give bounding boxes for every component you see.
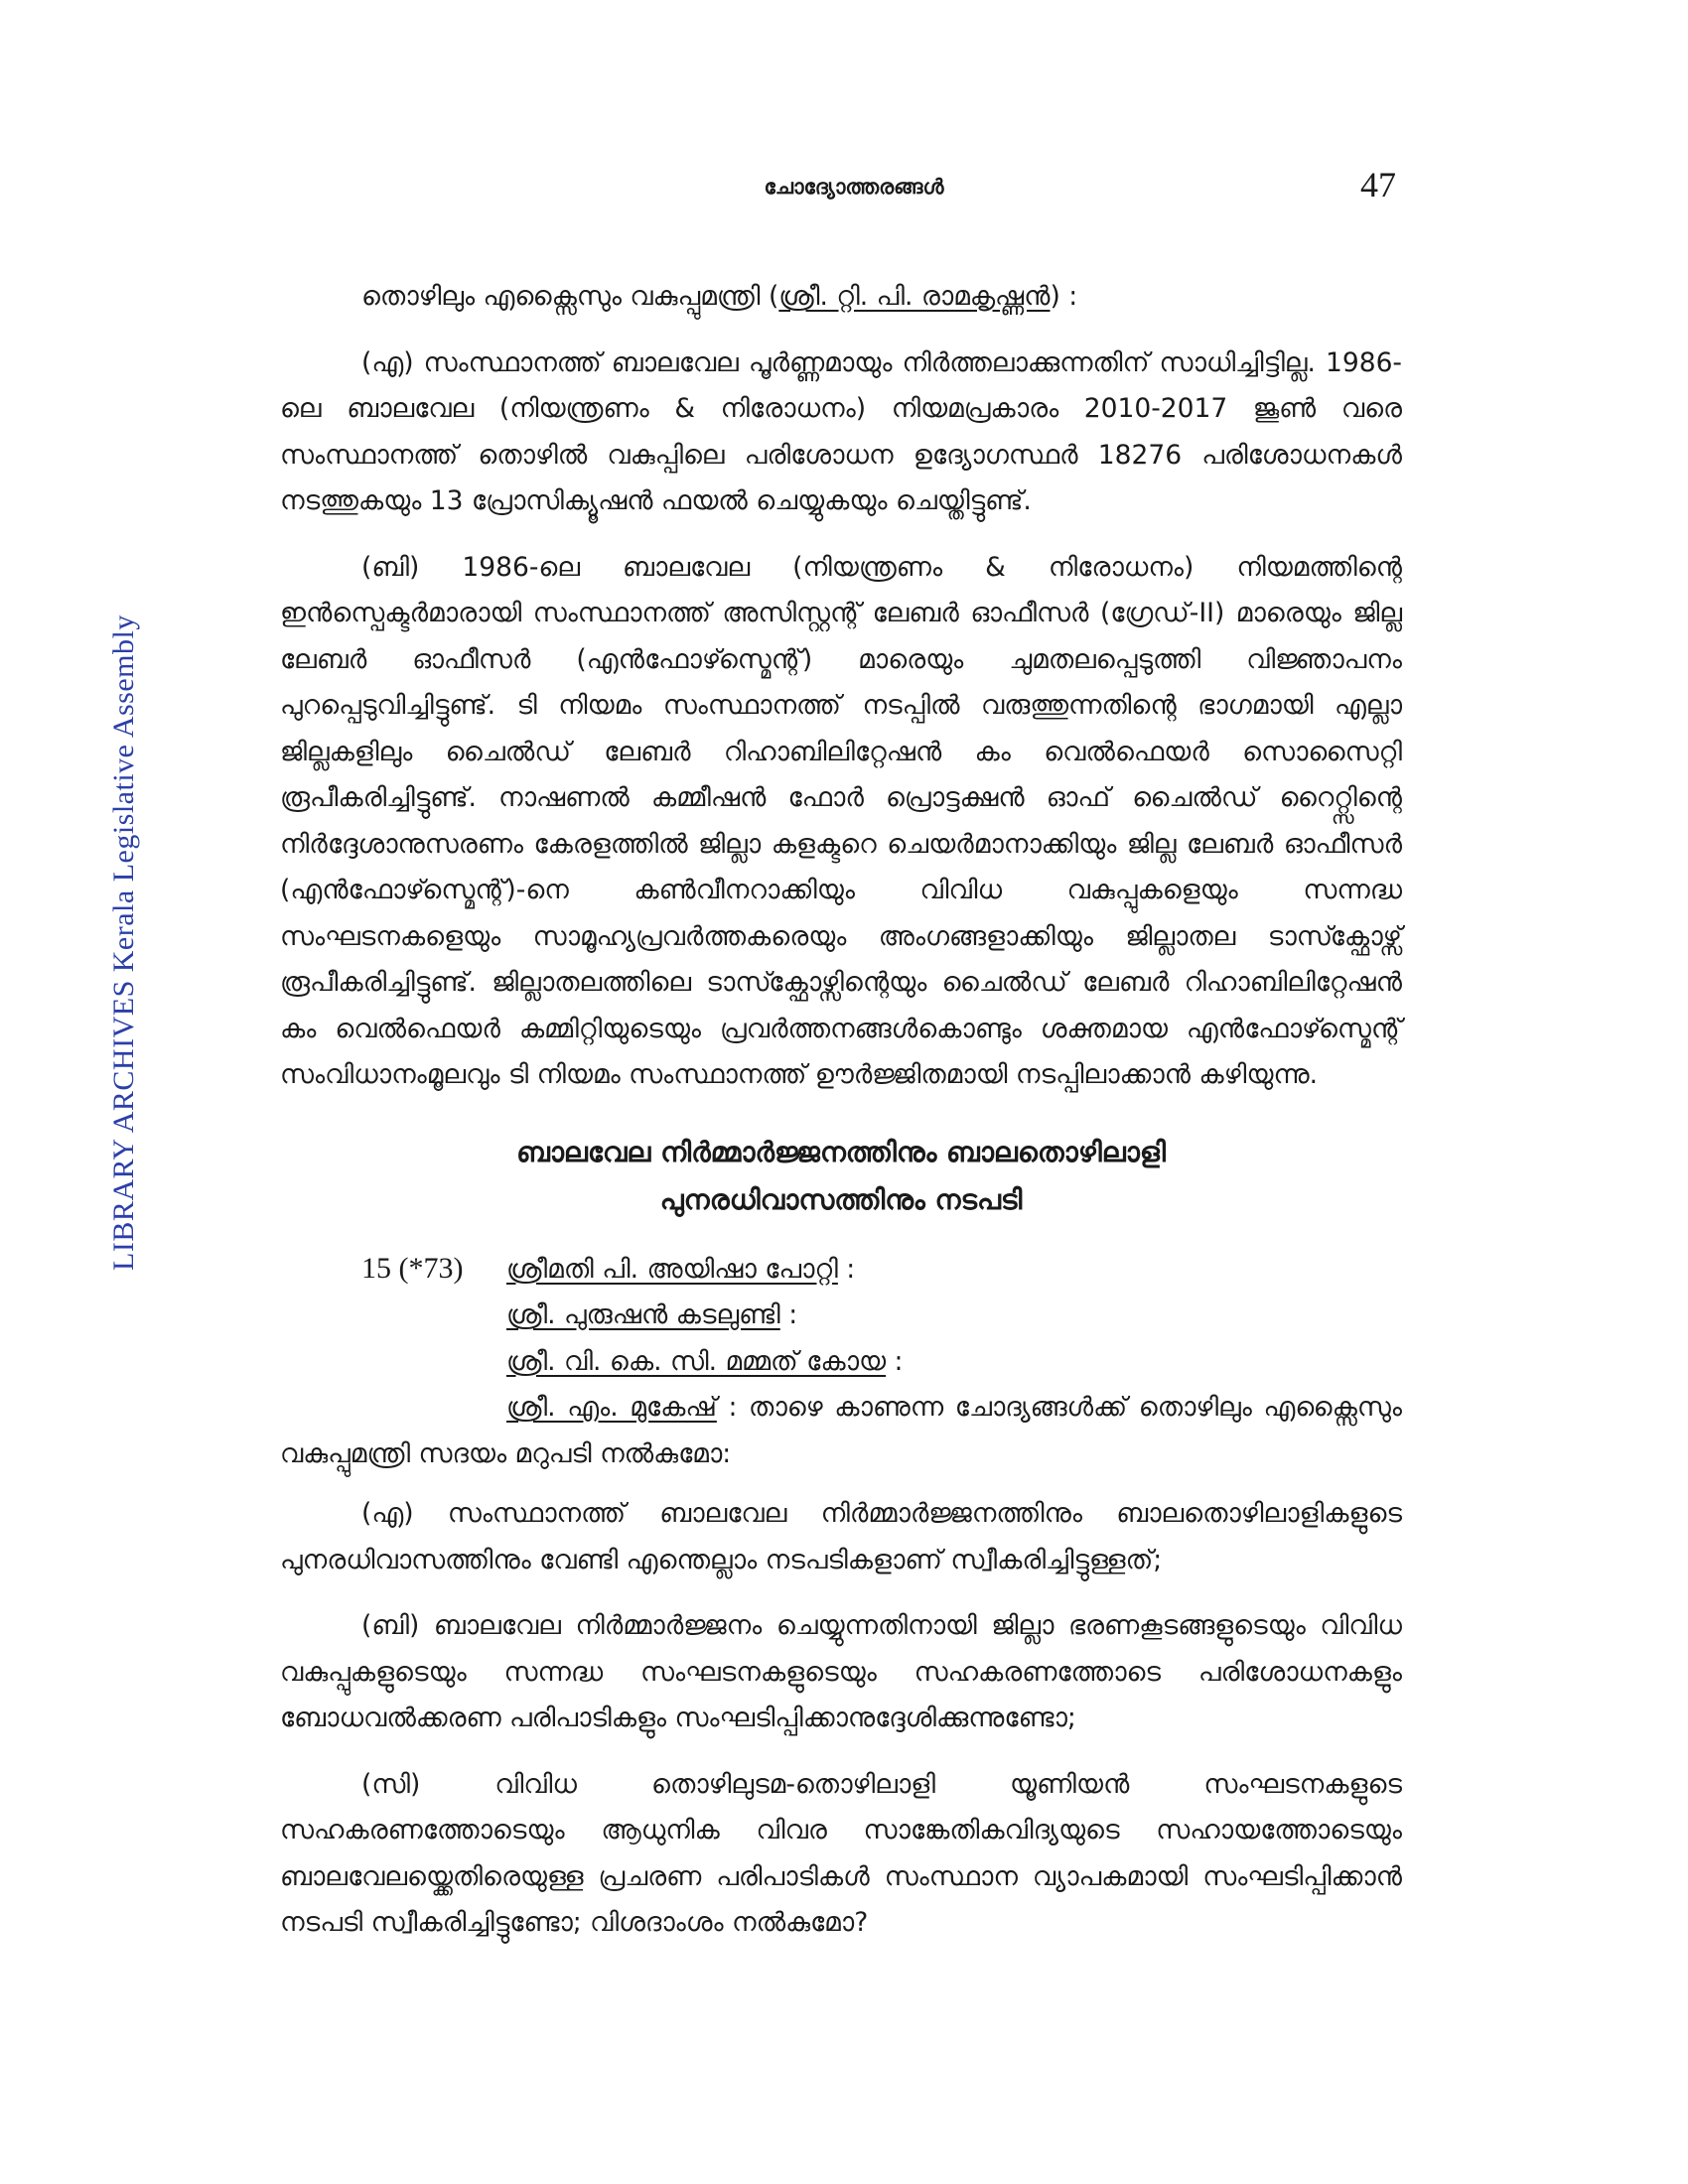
minister-answer-heading <box>280 274 1402 321</box>
question-members <box>280 1246 1402 1478</box>
running-header-title: ചോദ്യോത്തരങ്ങൾ <box>764 175 944 199</box>
question-a: (എ) സംസ്ഥാനത്ത് ബാലവേല നിർമ്മാർജ്ജനത്തിനും ബാലതൊഴിലാളികളുടെ പുനരധിവാസത്തിനും വേണ്ടി എന്തെല്ലാം നടപടികളാണ് സ്വീകരിച്ചിട്ടുള്ളത്; <box>280 1498 1402 1575</box>
question-subject-heading <box>280 1129 1402 1224</box>
subject-line-2: പുനരധിവാസത്തിനും നടപടി <box>659 1182 1023 1216</box>
member-name: ശ്രീ. വി. കെ. സി. മമ്മത് കോയ <box>506 1345 887 1377</box>
question-c: (സി) വിവിധ തൊഴിലുടമ-തൊഴിലാളി യൂണിയൻ സംഘടനകളുടെ സഹകരണത്തോടെയും ആധുനിക വിവര സാങ്കേതികവിദ്യയുടെ സഹായത്തോടെയും ബാലവേലയ്ക്കെതിരെയുള്ള പ്രചരണ പരിപാടികൾ സംസ്ഥാന വ്യാപകമായി സംഘടിപ്പിക്കാൻ നടപടി സ്വീകരിച്ചിട്ടുണ്ടോ; വിശദാംശം നൽകുമോ? <box>280 1768 1402 1938</box>
minister-name: ശ്രീ. റ്റി. പി. രാമകൃഷ്ണൻ <box>778 281 1051 312</box>
member-row-1 <box>280 1246 1402 1294</box>
member-colon: : <box>886 1345 904 1377</box>
member-name: ശ്രീ. എം. മുകേഷ് <box>506 1392 717 1423</box>
member-row-3 <box>280 1339 1402 1386</box>
member-row-4 <box>280 1385 1402 1477</box>
member-colon: : <box>837 1253 856 1285</box>
page-number: 47 <box>1360 165 1396 205</box>
question-number: 15 (*73) <box>361 1251 464 1285</box>
subject-line-1: ബാലവേല നിർമ്മാർജ്ജനത്തിനും ബാലതൊഴിലാളി <box>516 1135 1166 1168</box>
minister-prefix: തൊഴിലും എക്സൈസും വകുപ്പുമന്ത്രി ( <box>361 281 779 312</box>
member-name: ശ്രീമതി പി. അയിഷാ പോറ്റി <box>506 1253 838 1285</box>
minister-suffix: ) : <box>1050 281 1078 312</box>
member-row-2 <box>280 1293 1402 1339</box>
member-name: ശ്രീ. പുരുഷൻ കടലുണ്ടി <box>506 1299 780 1330</box>
page-content <box>280 274 1402 1967</box>
archive-watermark: LIBRARY ARCHIVES Kerala Legislative Assembly <box>107 614 140 1271</box>
answer-paragraph-b: (ബി) 1986-ലെ ബാലവേല (നിയന്ത്രണം & നിരോധനം) നിയമത്തിന്റെ ഇൻസ്പെക്ടർമാരായി സംസ്ഥാനത്ത് അസിസ്റ്റന്റ് ലേബർ ഓഫീസർ (ഗ്രേഡ്-II) മാരെയും ജില്ല ലേബർ ഓഫീസർ (എൻഫോഴ്സ്മെന്റ്) മാരെയും ചുമതലപ്പെടുത്തി വിജ്ഞാപനം പുറപ്പെടുവിച്ചിട്ടുണ്ട്. ടി നിയമം സംസ്ഥാനത്ത് നടപ്പിൽ വരുത്തുന്നതിന്റെ ഭാഗമായി എല്ലാ ജില്ലകളിലും ചൈൽഡ് ലേബർ റിഹാബിലിറ്റേഷൻ കം വെൽഫെയർ സൊസൈറ്റി രൂപീകരിച്ചിട്ടുണ്ട്. നാഷണൽ കമ്മീഷൻ ഫോർ പ്രൊട്ടക്ഷൻ ഓഫ് ചൈൽഡ് റൈറ്റ്സിന്റെ നിർദ്ദേശാനുസരണം കേരളത്തിൽ ജില്ലാ കളക്ടറെ ചെയർമാനാക്കിയും ജില്ല ലേബർ ഓഫീസർ (എൻഫോഴ്സ്മെന്റ്)-നെ കൺവീനറാക്കിയും വിവിധ വകുപ്പുകളെയും സന്നദ്ധ സംഘടനകളെയും സാമൂഹ്യപ്രവർത്തകരെയും അംഗങ്ങളാക്കിയും ജില്ലാതല ടാസ്ക്ഫോഴ്സ് രൂപീകരിച്ചിട്ടുണ്ട്. ജില്ലാതലത്തിലെ ടാസ്ക്ഫോഴ്സിന്റെയും ചൈൽഡ് ലേബർ റിഹാബിലിറ്റേഷൻ കം വെൽഫെയർ കമ്മിറ്റിയുടെയും പ്രവർത്തനങ്ങൾകൊണ്ടും ശക്തമായ എൻഫോഴ്സ്മെന്റ് സംവിധാനംമൂലവും ടി നിയമം സംസ്ഥാനത്ത് ഊർജ്ജിതമായി നടപ്പിലാക്കാൻ കഴിയുന്നു. <box>280 551 1402 1090</box>
question-intro: : താഴെ കാണുന്ന ചോദ്യങ്ങൾക്ക് തൊഴിലും എക്സൈസും വകുപ്പുമന്ത്രി സദയം മറുപടി നൽകുമോ: <box>280 1392 1402 1469</box>
question-b: (ബി) ബാലവേല നിർമ്മാർജ്ജനം ചെയ്യുന്നതിനായി ജില്ലാ ഭരണകൂടങ്ങളുടെയും വിവിധ വകുപ്പുകളുടെയും സന്നദ്ധ സംഘടനകളുടെയും സഹകരണത്തോടെ പരിശോധനകളും ബോധവൽക്കരണ പരിപാടികളും സംഘടിപ്പിക്കാനുദ്ദേശിക്കുന്നുണ്ടോ; <box>280 1610 1402 1733</box>
answer-paragraph-a: (എ) സംസ്ഥാനത്ത് ബാലവേല പൂർണ്ണമായും നിർത്തലാക്കുന്നതിന് സാധിച്ചിട്ടില്ല. 1986-ലെ ബാലവേല (നിയന്ത്രണം & നിരോധനം) നിയമപ്രകാരം 2010-2017 ജൂൺ വരെ സംസ്ഥാനത്ത് തൊഴിൽ വകുപ്പിലെ പരിശോധന ഉദ്യോഗസ്ഥർ 18276 പരിശോധനകൾ നടത്തുകയും 13 പ്രോസിക്യൂഷൻ ഫയൽ ചെയ്യുകയും ചെയ്തിട്ടുണ്ട്. <box>280 346 1402 516</box>
member-colon: : <box>779 1299 798 1330</box>
